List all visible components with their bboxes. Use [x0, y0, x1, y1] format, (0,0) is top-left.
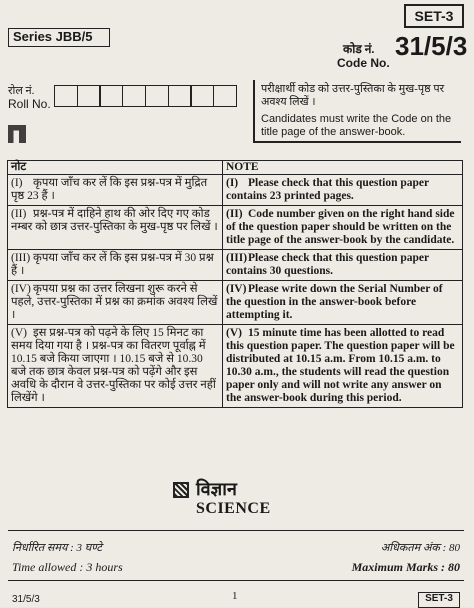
- code-label-hindi: कोड नं.: [343, 42, 375, 56]
- set-label: SET-3: [404, 4, 464, 28]
- note-english: (III)Please check that this question paper contains 30 questions.: [223, 250, 463, 281]
- roll-digit-box[interactable]: [145, 85, 169, 107]
- series-label: Series JBB/5: [8, 28, 110, 47]
- time-allowed-english: Time allowed : 3 hours: [12, 560, 123, 574]
- note-hindi: (IV) कृपया प्रश्न का उत्तर लिखना शुरू करने से पहले, उत्तर-पुस्तिका में प्रश्न का क्रमांक अवश्य लिखें ।: [8, 281, 223, 325]
- board-logo-icon: [173, 482, 189, 498]
- note-row: [8, 325, 463, 408]
- notes-table: [7, 160, 463, 408]
- note-english: (IV) Please write down the Serial Number of the question in the answer-book before attempting it.: [223, 281, 463, 325]
- notes-header-hindi: नोट: [8, 161, 223, 175]
- notes-header-row: [8, 161, 463, 175]
- code-label-english: Code No.: [337, 56, 390, 70]
- instruction-hindi: परीक्षार्थी कोड को उत्तर-पुस्तिका के मुख-पृष्ठ पर अवश्य लिखें ।: [261, 83, 445, 108]
- roll-label-english: Roll No.: [8, 97, 51, 111]
- note-hindi: (III) कृपया जाँच कर लें कि इस प्रश्न-पत्र में 30 प्रश्न हैं ।: [8, 250, 223, 281]
- code-number: 31/5/3: [395, 31, 468, 61]
- roll-digit-box[interactable]: [190, 85, 214, 107]
- roll-digit-box[interactable]: [54, 85, 78, 107]
- roll-digit-box[interactable]: [213, 85, 237, 107]
- roll-number-boxes[interactable]: [54, 85, 236, 107]
- code-instruction-box: [253, 80, 461, 143]
- instruction-english: Candidates must write the Code on the title page of the answer-book.: [261, 113, 452, 138]
- subject-title-english: SCIENCE: [196, 500, 271, 517]
- max-marks-hindi: अधिकतम अंक : 80: [380, 542, 460, 554]
- note-hindi: (I) कृपया जाँच कर लें कि इस प्रश्न-पत्र में मुद्रित पृष्ठ 23 हैं ।: [8, 175, 223, 206]
- note-row: [8, 250, 463, 281]
- note-row: [8, 206, 463, 250]
- roll-digit-box[interactable]: [122, 85, 146, 107]
- divider: [8, 530, 464, 531]
- note-english: (I) Please check that this question paper contains 23 printed pages.: [223, 175, 463, 206]
- divider: [8, 580, 464, 581]
- roll-label-hindi: रोल नं.: [8, 85, 35, 97]
- roll-digit-box[interactable]: [168, 85, 192, 107]
- qr-code-icon: [8, 125, 26, 143]
- notes-header-english: NOTE: [223, 161, 463, 175]
- footer-code: 31/5/3: [12, 594, 40, 605]
- note-row: [8, 175, 463, 206]
- note-row: [8, 281, 463, 325]
- roll-digit-box[interactable]: [99, 85, 123, 107]
- subject-title-hindi: विज्ञान: [196, 479, 237, 499]
- footer-set-label: SET-3: [418, 592, 460, 608]
- note-english: (V) 15 minute time has been allotted to read this question paper. The question paper will be distributed at 10.15 a.m. From 10.15 a.m. to 10.30 a.m., the students will read the question paper only and will not write any answer on the answer-book during this period.: [223, 325, 463, 408]
- note-hindi: (V) इस प्रश्न-पत्र को पढ़ने के लिए 15 मिनट का समय दिया गया है । प्रश्न-पत्र का वितरण पूर्वाह्न में 10.15 बजे किया जाएगा । 10.15 बजे से 10.30 बजे तक छात्र केवल प्रश्न-पत्र को पढ़ेंगे और इस अवधि के दौरान वे उत्तर-पुस्तिका पर कोई उत्तर नहीं लिखेंगे ।: [8, 325, 223, 408]
- note-hindi: (II) प्रश्न-पत्र में दाहिने हाथ की ओर दिए गए कोड नम्बर को छात्र उत्तर-पुस्तिका के मुख-पृष्ठ पर लिखें ।: [8, 206, 223, 250]
- roll-digit-box[interactable]: [77, 85, 101, 107]
- max-marks-english: Maximum Marks : 80: [351, 560, 460, 574]
- page-number: 1: [232, 590, 238, 602]
- time-allowed-hindi: निर्धारित समय : 3 घण्टे: [12, 542, 102, 554]
- note-english: (II) Code number given on the right hand side of the question paper should be written on the title page of the answer-book by the candidate.: [223, 206, 463, 250]
